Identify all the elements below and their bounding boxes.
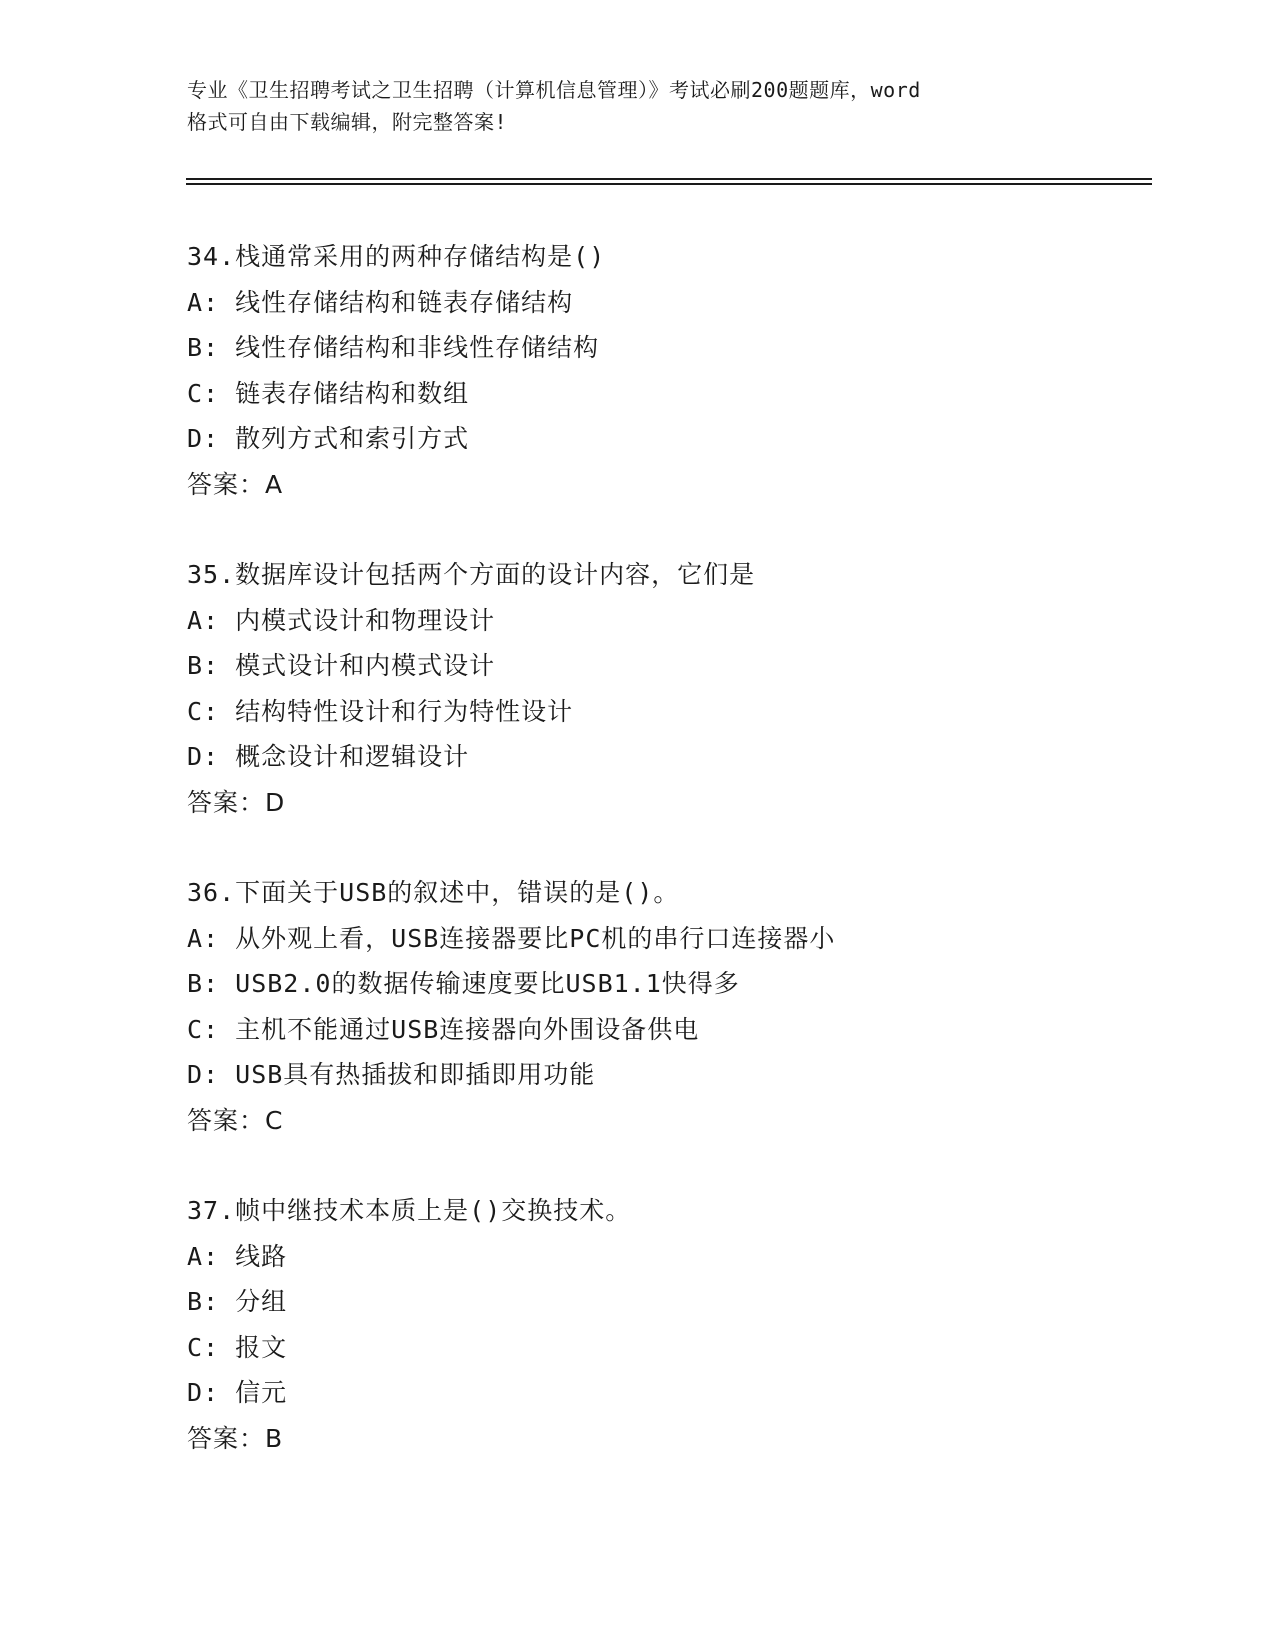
question-stem: 37.帧中继技术本质上是()交换技术。 [187, 1196, 632, 1225]
option-d: D: 散列方式和索引方式 [187, 424, 470, 453]
question-stem: 36.下面关于USB的叙述中，错误的是()。 [187, 878, 680, 907]
answer-line: 答案：B [187, 1423, 284, 1453]
option-a: A: 线路 [187, 1241, 288, 1271]
header-divider-top [186, 178, 1152, 180]
option-d: D: 概念设计和逻辑设计 [187, 742, 470, 771]
option-d: D: 信元 [187, 1378, 288, 1407]
question-stem: 34.栈通常采用的两种存储结构是() [187, 242, 606, 271]
option-d: D: USB具有热插拔和即插即用功能 [187, 1060, 596, 1089]
answer-line: 答案：A [187, 469, 284, 499]
question-36 [187, 870, 1167, 1188]
question-stem: 35.数据库设计包括两个方面的设计内容，它们是 [187, 560, 756, 589]
option-b: B: 模式设计和内模式设计 [187, 651, 496, 680]
option-c: C: 结构特性设计和行为特性设计 [187, 696, 574, 726]
header-line-1: 专业《卫生招聘考试之卫生招聘（计算机信息管理）》考试必刷200题题库，word [187, 78, 921, 102]
option-c: C: 主机不能通过USB连接器向外围设备供电 [187, 1014, 700, 1044]
document-header [187, 74, 1087, 138]
question-35 [187, 552, 1167, 870]
option-b: B: 分组 [187, 1287, 288, 1316]
answer-line: 答案：C [187, 1105, 284, 1135]
option-b: B: 线性存储结构和非线性存储结构 [187, 333, 600, 362]
header-divider-bottom [186, 183, 1152, 185]
option-b: B: USB2.0的数据传输速度要比USB1.1快得多 [187, 969, 740, 998]
option-c: C: 链表存储结构和数组 [187, 378, 470, 408]
option-a: A: 线性存储结构和链表存储结构 [187, 287, 574, 317]
header-line-2: 格式可自由下载编辑，附完整答案! [187, 110, 508, 134]
option-a: A: 内模式设计和物理设计 [187, 605, 496, 635]
answer-line: 答案：D [187, 787, 286, 817]
question-37 [187, 1188, 1167, 1506]
question-list [187, 234, 1167, 1506]
question-34 [187, 234, 1167, 552]
option-c: C: 报文 [187, 1332, 288, 1362]
option-a: A: 从外观上看，USB连接器要比PC机的串行口连接器小 [187, 923, 836, 953]
